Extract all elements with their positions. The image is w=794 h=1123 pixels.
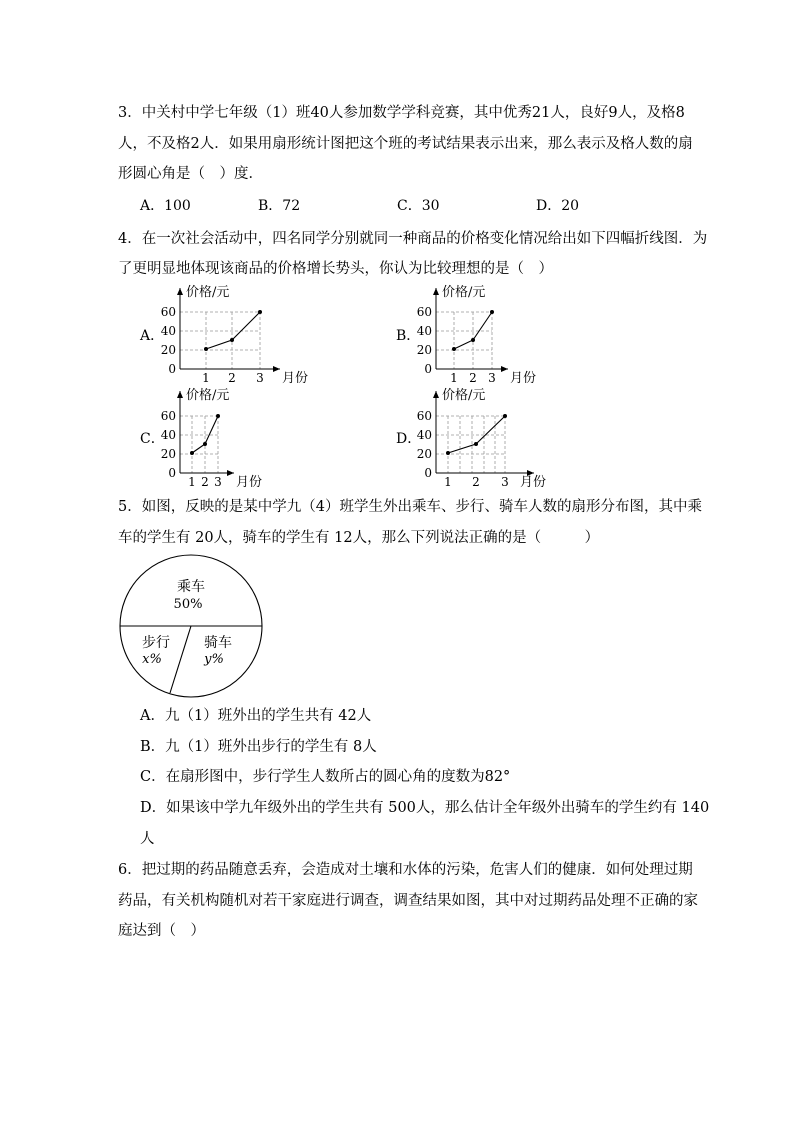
graph-b-ytick: 60 <box>416 305 432 319</box>
graph-c-xtick: 3 <box>214 475 222 489</box>
graph-a-xlabel: 月份 <box>282 371 309 386</box>
graph-d-xtick: 2 <box>472 475 480 489</box>
graph-b-point <box>471 338 475 342</box>
graph-d-label: D． <box>396 431 422 447</box>
graph-a-ytick: 40 <box>160 324 176 338</box>
graph-c <box>130 385 320 495</box>
q5-option-d-line1: D．如果该中学九年级外出的学生共有 500人，那么估计全年级外出骑车的学生约有 140 <box>140 800 710 816</box>
q6-line1: 6．把过期的药品随意丢弃，会造成对土壤和水体的污染，危害人们的健康．如何处理过期 <box>118 862 693 878</box>
graph-c-point <box>203 442 207 446</box>
graph-a-ytick: 0 <box>168 362 176 376</box>
graph-a-label: A． <box>140 328 165 344</box>
q5-option-b: B．九（1）班外出步行的学生有 8人 <box>140 739 377 755</box>
graph-d-ytick: 40 <box>416 428 432 442</box>
graph-c-point <box>190 451 194 455</box>
graph-a-point <box>258 310 262 314</box>
pie-value-bike: y% <box>204 652 224 667</box>
graph-c-ytick: 20 <box>160 447 176 461</box>
pie-label-bike: 骑车 <box>204 635 232 651</box>
graph-d-xlabel: 月份 <box>520 475 547 490</box>
graph-a <box>130 282 320 392</box>
graph-d-ytick: 0 <box>424 466 432 480</box>
graph-c-point <box>216 414 220 418</box>
q3-option-d: D．20 <box>536 198 580 214</box>
graph-d-point <box>446 451 450 455</box>
pie-value-bus: 50% <box>173 597 203 612</box>
graph-c-ytick: 0 <box>168 466 176 480</box>
q3-line2: 人，不及格2人．如果用扇形统计图把这个班的考试结果表示出来，那么表示及格人数的扇 <box>118 136 693 152</box>
graph-a-point <box>230 338 234 342</box>
q5-option-d-line2: 人 <box>140 831 155 847</box>
q4-line1: 4．在一次社会活动中，四名同学分别就同一种商品的价格变化情况给出如下四幅折线图．为 <box>118 231 708 247</box>
graph-c-xtick: 2 <box>201 475 209 489</box>
graph-b-xtick: 2 <box>469 371 477 385</box>
graph-a-line <box>206 312 260 349</box>
graph-d-ytick: 20 <box>416 447 432 461</box>
graph-d-line <box>448 416 505 453</box>
graph-b-ytick: 20 <box>416 343 432 357</box>
q3-option-a: A．100 <box>140 198 191 214</box>
graph-a-ytick: 20 <box>160 343 176 357</box>
q5-option-a: A．九（1）班外出的学生共有 42人 <box>140 708 372 724</box>
graph-c-ytick: 40 <box>160 428 176 442</box>
q3-option-b: B．72 <box>258 198 301 214</box>
graph-d <box>386 385 576 495</box>
graph-d-xtick: 1 <box>444 475 452 489</box>
graph-c-xlabel: 月份 <box>236 475 263 490</box>
graph-b-ytick: 40 <box>416 324 432 338</box>
graph-d-point <box>503 414 507 418</box>
graph-b-point <box>490 310 494 314</box>
q5-line1: 5．如图，反映的是某中学九（4）班学生外出乘车、步行、骑车人数的扇形分布图，其中乘 <box>118 499 702 515</box>
graph-d-xtick: 3 <box>501 475 509 489</box>
graph-c-ylabel: 价格/元 <box>186 388 230 403</box>
q3-line3: 形圆心角是（ ）度． <box>118 166 263 182</box>
graph-b-xlabel: 月份 <box>510 371 537 386</box>
pie-value-walk: x% <box>142 652 162 667</box>
pie-label-bus: 乘车 <box>177 579 205 595</box>
q6-line3: 庭达到（ ） <box>118 923 205 939</box>
graph-b-ytick: 0 <box>424 362 432 376</box>
graph-d-point <box>474 442 478 446</box>
graph-b-label: B． <box>396 328 421 344</box>
q4-line2: 了更明显地体现该商品的价格增长势头，你认为比较理想的是（ ） <box>118 261 553 277</box>
q5-pie-chart <box>116 552 268 704</box>
graph-d-ytick: 60 <box>416 409 432 423</box>
graph-d-ylabel: 价格/元 <box>442 388 486 403</box>
graph-b-xtick: 3 <box>488 371 496 385</box>
graph-c-xtick: 1 <box>188 475 196 489</box>
graph-b <box>386 282 576 392</box>
graph-a-xtick: 3 <box>256 371 264 385</box>
graph-b-point <box>452 347 456 351</box>
q3-option-c: C．30 <box>397 198 440 214</box>
graph-b-xtick: 1 <box>450 371 458 385</box>
graph-a-xtick: 2 <box>228 371 236 385</box>
graph-a-ylabel: 价格/元 <box>186 285 230 300</box>
graph-a-ytick: 60 <box>160 305 176 319</box>
q5-line2: 车的学生有 20人，骑车的学生有 12人，那么下列说法正确的是（ ） <box>118 530 600 546</box>
graph-c-ytick: 60 <box>160 409 176 423</box>
graph-a-xtick: 1 <box>202 371 210 385</box>
q5-option-c: C．在扇形图中，步行学生人数所占的圆心角的度数为82° <box>140 769 511 785</box>
pie-label-walk: 步行 <box>142 635 170 651</box>
q6-line2: 药品，有关机构随机对若干家庭进行调查，调查结果如图，其中对过期药品处理不正确的家 <box>118 893 698 909</box>
graph-b-ylabel: 价格/元 <box>442 285 486 300</box>
q3-line1: 3．中关村中学七年级（1）班40人参加数学学科竞赛，其中优秀21人，良好9人，及格8 <box>118 105 685 121</box>
graph-c-label: C． <box>140 431 165 447</box>
graph-a-point <box>204 347 208 351</box>
pie-divider <box>170 626 191 693</box>
